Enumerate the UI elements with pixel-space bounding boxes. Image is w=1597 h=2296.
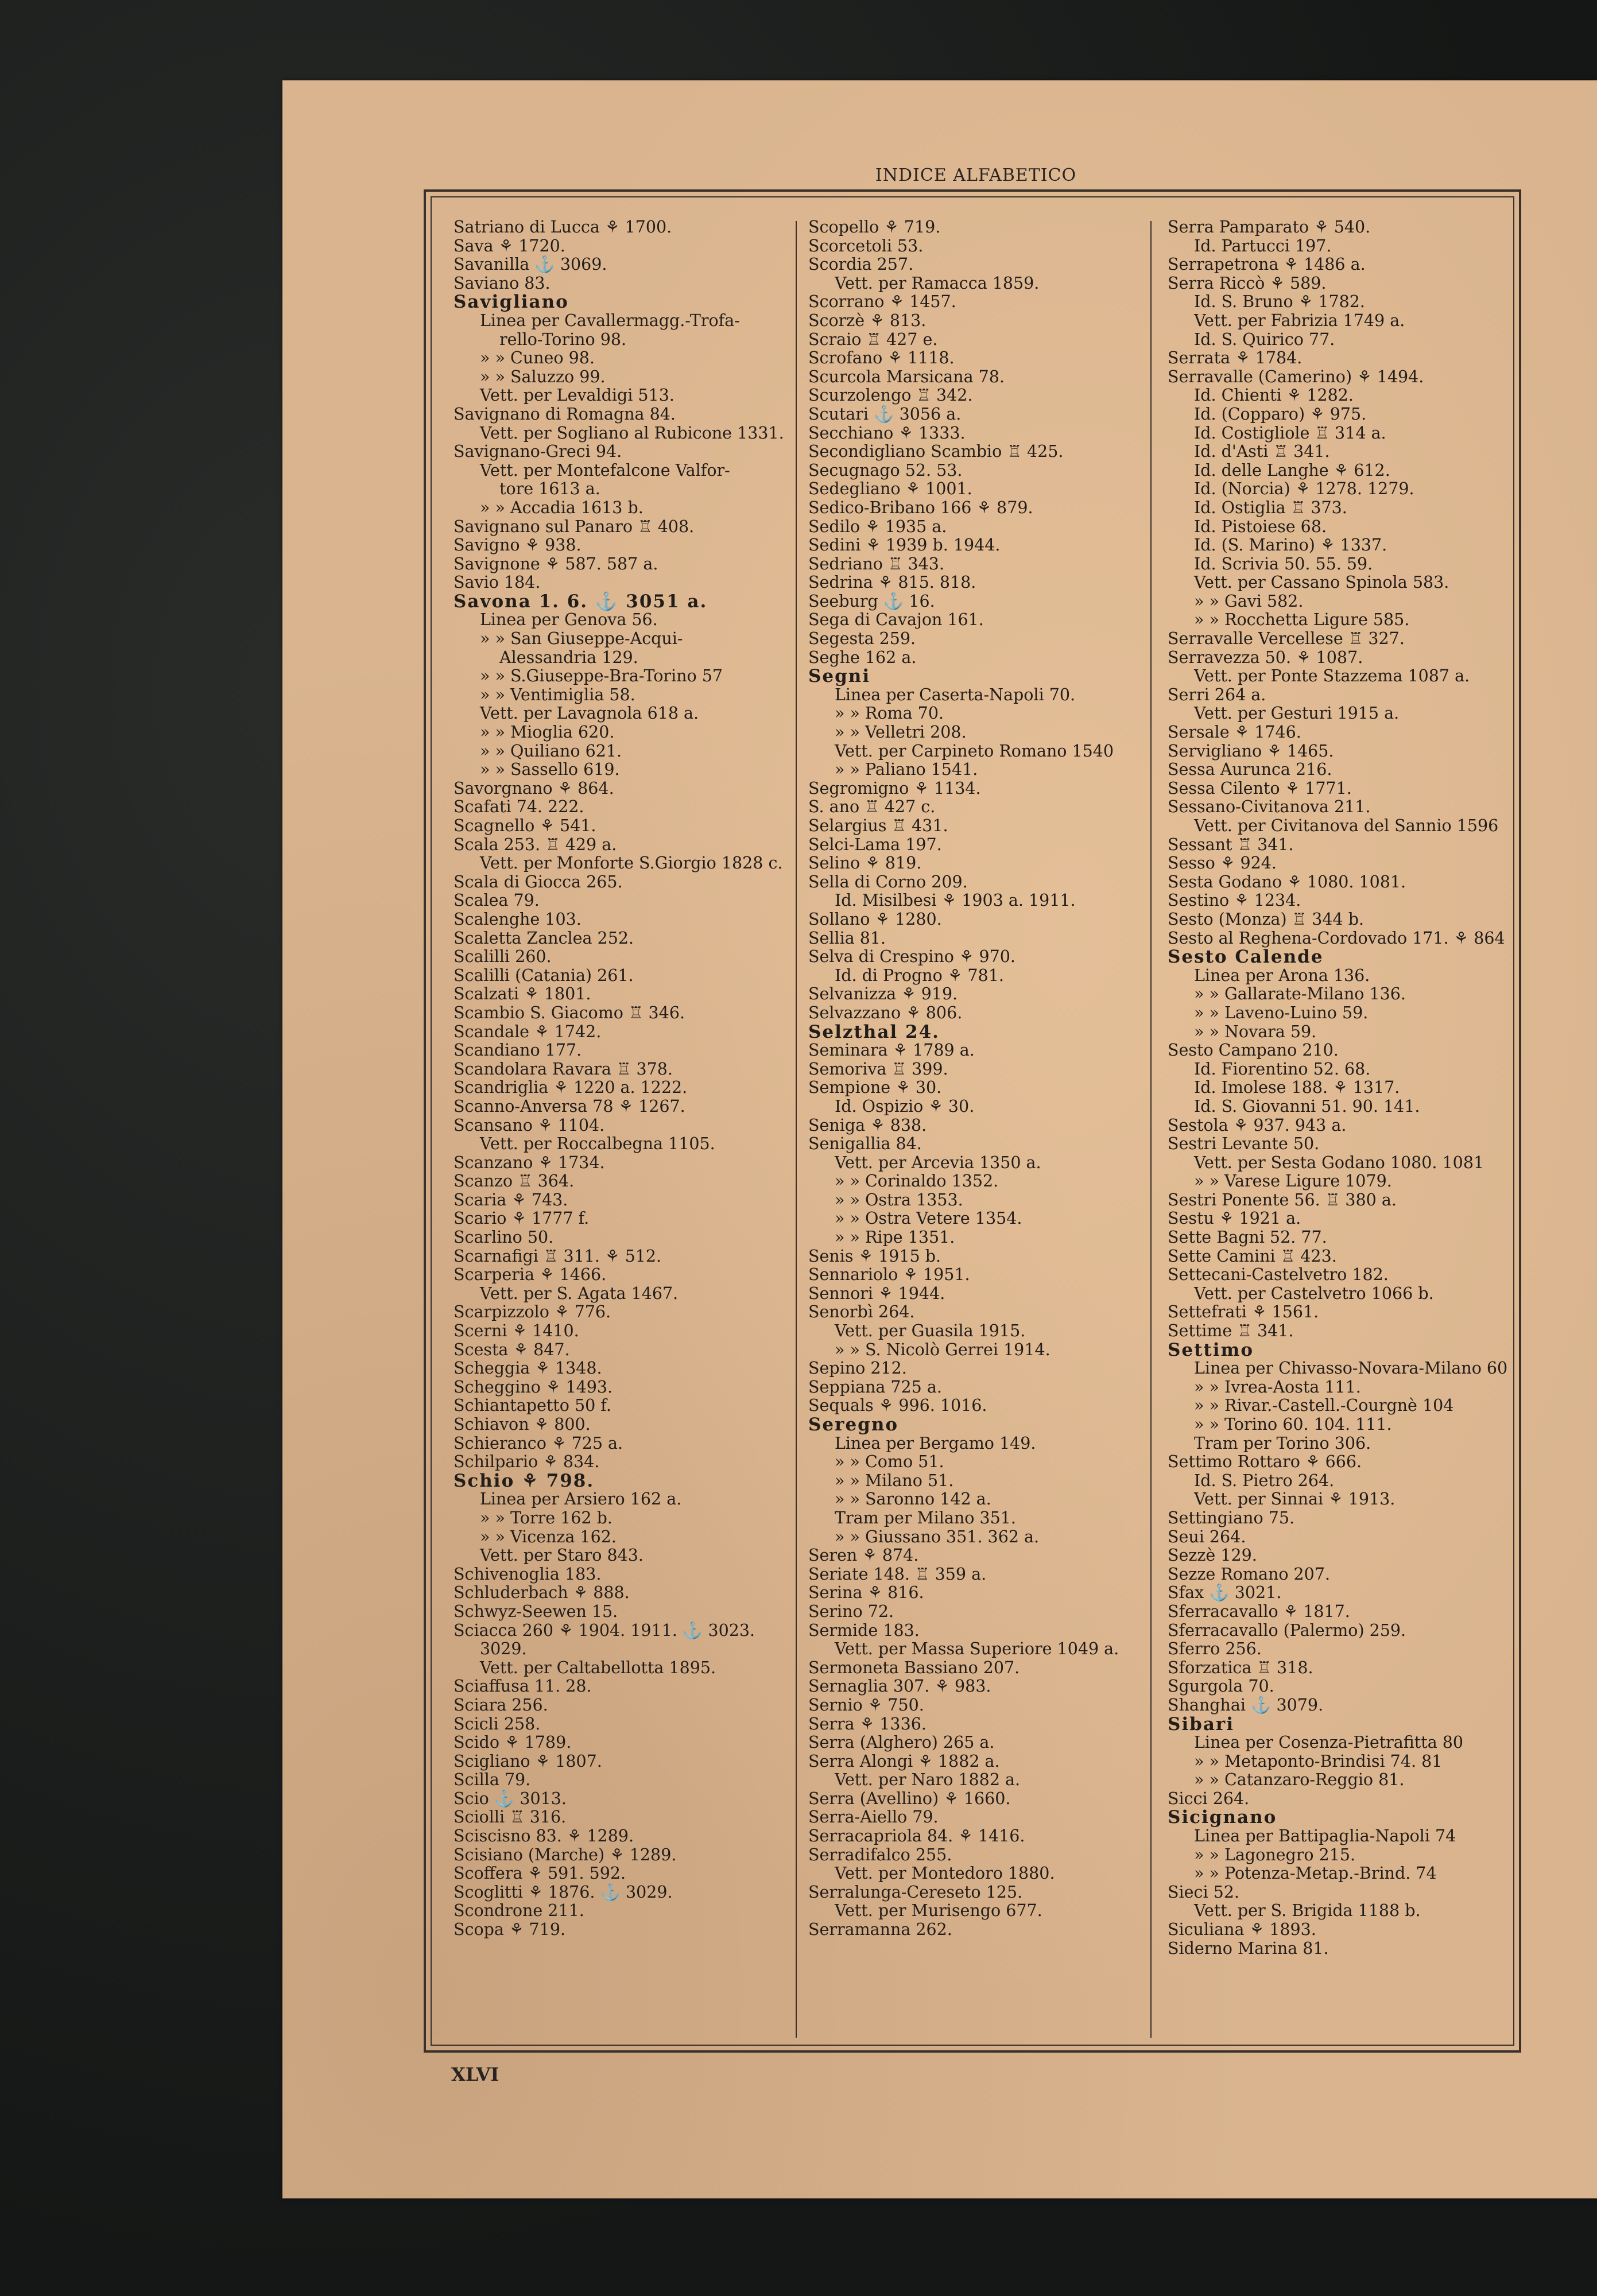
index-entry: Selargius ♖ 431. bbox=[808, 816, 948, 835]
index-entry: Vett. per Roccalbegna 1105. bbox=[480, 1134, 715, 1154]
index-entry: Scoglitti ⚘ 1876. ⚓ 3029. bbox=[453, 1882, 673, 1902]
index-entry: Id. Pistoiese 68. bbox=[1194, 517, 1327, 536]
index-heading: Sicignano bbox=[1168, 1807, 1277, 1828]
index-entry: » » Accadia 1613 b. bbox=[480, 498, 644, 517]
index-column-2 bbox=[808, 218, 1153, 1940]
index-entry: Seren ⚘ 874. bbox=[808, 1546, 919, 1565]
index-entry: Sestri Ponente 56. ♖ 380 a. bbox=[1168, 1190, 1397, 1209]
index-entry: Seriate 148. ♖ 359 a. bbox=[808, 1564, 987, 1584]
index-entry: Sessa Cilento ⚘ 1771. bbox=[1168, 778, 1352, 798]
index-entry: Savio 184. bbox=[453, 573, 541, 592]
index-entry: Id. Costigliole ♖ 314 a. bbox=[1194, 423, 1386, 443]
index-entry: Vett. per Guasila 1915. bbox=[835, 1321, 1026, 1341]
index-entry: Vett. per Arcevia 1350 a. bbox=[835, 1153, 1041, 1172]
index-entry: » » Ivrea-Aosta 111. bbox=[1194, 1377, 1361, 1397]
index-entry: Serralunga-Cereseto 125. bbox=[808, 1882, 1023, 1902]
index-entry: Scario ⚘ 1777 f. bbox=[453, 1209, 590, 1228]
index-entry: Serra (Avellino) ⚘ 1660. bbox=[808, 1789, 1011, 1808]
index-entry: Vett. per Levaldigi 513. bbox=[480, 386, 675, 405]
index-entry: Scanno-Anversa 78 ⚘ 1267. bbox=[453, 1096, 685, 1116]
index-entry: rello-Torino 98. bbox=[499, 329, 627, 349]
index-entry: » » Velletri 208. bbox=[835, 723, 967, 742]
index-entry: Vett. per Ponte Stazzema 1087 a. bbox=[1194, 666, 1470, 686]
index-entry: 3029. bbox=[480, 1639, 527, 1659]
index-entry: » » Quiliano 621. bbox=[480, 741, 622, 761]
index-entry: » » Cuneo 98. bbox=[480, 348, 595, 368]
index-entry: Scoffera ⚘ 591. 592. bbox=[453, 1864, 626, 1883]
index-entry: Scandale ⚘ 1742. bbox=[453, 1022, 602, 1041]
index-entry: Schluderbach ⚘ 888. bbox=[453, 1583, 630, 1603]
index-entry: Serra (Alghero) 265 a. bbox=[808, 1733, 995, 1752]
index-entry: » » Laveno-Luino 59. bbox=[1194, 1003, 1369, 1022]
index-entry: Vett. per Montedoro 1880. bbox=[835, 1864, 1055, 1883]
index-entry: Scala di Giocca 265. bbox=[453, 872, 623, 891]
index-entry: Sega di Cavajon 161. bbox=[808, 610, 984, 630]
index-entry: Siderno Marina 81. bbox=[1168, 1938, 1329, 1958]
index-entry: Scilla 79. bbox=[453, 1770, 531, 1790]
index-entry: Scafati 74. 222. bbox=[453, 797, 584, 817]
index-entry: Scaletta Zanclea 252. bbox=[453, 928, 634, 948]
index-entry: » » Torre 162 b. bbox=[480, 1508, 613, 1527]
index-entry: » » Miogliа 620. bbox=[480, 723, 615, 742]
index-entry: Id. S. Pietro 264. bbox=[1194, 1471, 1335, 1490]
index-entry: » » Ostra 1353. bbox=[835, 1190, 963, 1209]
index-entry: » » Ripe 1351. bbox=[835, 1228, 955, 1247]
index-entry: Id. delle Langhe ⚘ 612. bbox=[1194, 460, 1390, 480]
index-entry: Shanghai ⚓ 3079. bbox=[1168, 1695, 1324, 1715]
index-entry: Sersale ⚘ 1746. bbox=[1168, 723, 1301, 742]
index-entry: Seghe 162 a. bbox=[808, 647, 917, 667]
index-entry: Serravalle (Camerino) ⚘ 1494. bbox=[1168, 367, 1424, 386]
index-entry: Vett. per Fabrizia 1749 a. bbox=[1194, 311, 1405, 330]
index-entry: Sedico-Bribano 166 ⚘ 879. bbox=[808, 498, 1033, 517]
index-entry: Scopello ⚘ 719. bbox=[808, 218, 941, 236]
index-entry: Vett. per Lavagnola 618 a. bbox=[480, 704, 699, 723]
index-entry: » » Ostra Vetere 1354. bbox=[835, 1209, 1022, 1228]
index-entry: Id. Imolese 188. ⚘ 1317. bbox=[1194, 1078, 1400, 1097]
index-entry: Schilpario ⚘ 834. bbox=[453, 1452, 600, 1472]
index-entry: Settefrati ⚘ 1561. bbox=[1168, 1302, 1319, 1322]
index-entry: Saviano 83. bbox=[453, 273, 551, 293]
index-entry: Scerni ⚘ 1410. bbox=[453, 1321, 579, 1341]
index-entry: Sciara 256. bbox=[453, 1695, 548, 1715]
index-entry: Sestola ⚘ 937. 943 a. bbox=[1168, 1115, 1347, 1135]
index-heading: Sesto Calende bbox=[1168, 947, 1324, 968]
index-entry: Sgurgola 70. bbox=[1168, 1677, 1274, 1696]
index-entry: Sequals ⚘ 996. 1016. bbox=[808, 1396, 987, 1415]
index-entry: Sesso ⚘ 924. bbox=[1168, 854, 1277, 873]
index-entry: Seminara ⚘ 1789 a. bbox=[808, 1041, 975, 1060]
index-entry: Selvazzano ⚘ 806. bbox=[808, 1003, 963, 1022]
index-entry: Segromigno ⚘ 1134. bbox=[808, 778, 981, 798]
index-entry: Vett. per Castelvetro 1066 b. bbox=[1194, 1283, 1434, 1303]
index-entry: Sciaffusa 11. 28. bbox=[453, 1677, 592, 1696]
index-entry: Settimo Rottaro ⚘ 666. bbox=[1168, 1452, 1362, 1472]
index-entry: Serravalle Vercellese ♖ 327. bbox=[1168, 629, 1405, 649]
index-entry: Id. Fiorentino 52. 68. bbox=[1194, 1059, 1371, 1079]
index-entry: » » Rivar.-Castell.-Courgnè 104 bbox=[1194, 1396, 1454, 1415]
index-entry: Serina ⚘ 816. bbox=[808, 1583, 924, 1603]
index-entry: S. ano ♖ 427 c. bbox=[808, 797, 936, 817]
index-entry: Vett. per Naro 1882 a. bbox=[835, 1770, 1021, 1790]
index-entry: Vett. per Staro 843. bbox=[480, 1546, 644, 1565]
index-entry: Id. S. Giovanni 51. 90. 141. bbox=[1194, 1096, 1420, 1116]
index-entry: Senigallia 84. bbox=[808, 1134, 922, 1154]
index-heading: Seregno bbox=[808, 1414, 899, 1435]
index-entry: Sette Camini ♖ 423. bbox=[1168, 1246, 1337, 1266]
index-entry: Scanzano ⚘ 1734. bbox=[453, 1153, 605, 1172]
index-entry: Scagnello ⚘ 541. bbox=[453, 816, 596, 835]
index-entry: Satriano di Lucca ⚘ 1700. bbox=[453, 218, 672, 236]
index-entry: Scio ⚓ 3013. bbox=[453, 1789, 567, 1808]
index-entry: Scanzo ♖ 364. bbox=[453, 1172, 575, 1191]
index-entry: Scisiano (Marche) ⚘ 1289. bbox=[453, 1845, 677, 1864]
index-entry: Sesto Campano 210. bbox=[1168, 1041, 1339, 1060]
index-entry: » » Varese Ligure 1079. bbox=[1194, 1172, 1392, 1191]
index-entry: Scido ⚘ 1789. bbox=[453, 1733, 572, 1752]
index-entry: Vett. per Murisengo 677. bbox=[835, 1901, 1042, 1921]
index-entry: Scicli 258. bbox=[453, 1714, 541, 1733]
index-entry: » » Como 51. bbox=[835, 1452, 944, 1472]
index-entry: Scigliano ⚘ 1807. bbox=[453, 1751, 602, 1771]
index-entry: Scurcola Marsicana 78. bbox=[808, 367, 1005, 386]
index-entry: Linea per Arsiero 162 a. bbox=[480, 1490, 682, 1509]
index-entry: Schiantapetto 50 f. bbox=[453, 1396, 611, 1415]
index-entry: Savignano-Greci 94. bbox=[453, 442, 622, 461]
index-entry: » » Giussano 351. 362 a. bbox=[835, 1527, 1040, 1546]
index-entry: Linea per Genova 56. bbox=[480, 610, 658, 630]
index-entry: Sforzatica ♖ 318. bbox=[1168, 1658, 1313, 1677]
index-entry: Id. (Norcia) ⚘ 1278. 1279. bbox=[1194, 479, 1414, 499]
index-entry: Scandolara Ravara ♖ 378. bbox=[453, 1059, 673, 1079]
index-entry: Scrofano ⚘ 1118. bbox=[808, 348, 955, 368]
index-entry: Secondigliano Scambio ♖ 425. bbox=[808, 442, 1064, 461]
index-entry: Serrapetrona ⚘ 1486 a. bbox=[1168, 255, 1366, 274]
index-entry: Scalea 79. bbox=[453, 891, 540, 910]
index-heading: Schio ⚘ 798. bbox=[453, 1470, 595, 1491]
index-entry: Serino 72. bbox=[808, 1601, 894, 1621]
index-entry: Savanilla ⚓ 3069. bbox=[453, 255, 607, 274]
index-entry: Id. Ospizio ⚘ 30. bbox=[835, 1096, 975, 1116]
index-entry: Vett. per Massa Superiore 1049 a. bbox=[835, 1639, 1119, 1659]
index-entry: Sferro 256. bbox=[1168, 1639, 1262, 1659]
index-entry: Sezzè 129. bbox=[1168, 1546, 1257, 1565]
index-entry: Scraio ♖ 427 e. bbox=[808, 329, 938, 349]
index-entry: Vett. per Ramacca 1859. bbox=[835, 273, 1040, 293]
index-entry: Vett. per Sinnai ⚘ 1913. bbox=[1194, 1490, 1396, 1509]
index-entry: » » Gallarate-Milano 136. bbox=[1194, 984, 1406, 1004]
index-entry: Sesta Godano ⚘ 1080. 1081. bbox=[1168, 872, 1406, 891]
index-entry: Savignano sul Panaro ♖ 408. bbox=[453, 517, 695, 536]
index-entry: Scarlino 50. bbox=[453, 1228, 554, 1247]
index-entry: » » Lagonegro 215. bbox=[1194, 1845, 1356, 1864]
index-entry: Sette Bagni 52. 77. bbox=[1168, 1228, 1327, 1247]
index-entry: Linea per Cavallermagg.-Trofa- bbox=[480, 311, 740, 330]
index-entry: Scaria ⚘ 743. bbox=[453, 1190, 568, 1209]
index-entry: Selci-Lama 197. bbox=[808, 835, 942, 854]
index-entry: Secchiano ⚘ 1333. bbox=[808, 423, 966, 443]
index-entry: Vett. per Monforte S.Giorgio 1828 c. bbox=[480, 854, 783, 873]
index-entry: Sferracavallo (Palermo) 259. bbox=[1168, 1620, 1406, 1640]
index-heading: Sibari bbox=[1168, 1713, 1235, 1735]
index-entry: Seui 264. bbox=[1168, 1527, 1246, 1546]
index-entry: Sferracavallo ⚘ 1817. bbox=[1168, 1601, 1350, 1621]
index-entry: Sestu ⚘ 1921 a. bbox=[1168, 1209, 1301, 1228]
index-heading: Savona 1. 6. ⚓ 3051 a. bbox=[453, 591, 708, 612]
index-entry: Scheggino ⚘ 1493. bbox=[453, 1377, 613, 1397]
index-entry: Serra Riccò ⚘ 589. bbox=[1168, 273, 1327, 293]
index-entry: Id. (Copparo) ⚘ 975. bbox=[1194, 404, 1367, 424]
index-entry: Id. Partucci 197. bbox=[1194, 236, 1332, 255]
index-entry: Schwyz-Seewen 15. bbox=[453, 1601, 618, 1621]
index-entry: Sestri Levante 50. bbox=[1168, 1134, 1320, 1154]
index-entry: Serramanna 262. bbox=[808, 1920, 952, 1940]
index-column-1 bbox=[453, 218, 798, 1940]
index-entry: Scorrano ⚘ 1457. bbox=[808, 292, 956, 312]
index-entry: Scorzè ⚘ 813. bbox=[808, 311, 927, 330]
index-entry: Vett. per Gesturi 1915 a. bbox=[1194, 704, 1400, 723]
index-entry: Sennori ⚘ 1944. bbox=[808, 1283, 945, 1303]
index-entry: Scorcetoli 53. bbox=[808, 236, 924, 255]
index-entry: Seppiana 725 a. bbox=[808, 1377, 942, 1397]
index-entry: Sciscisno 83. ⚘ 1289. bbox=[453, 1826, 634, 1846]
index-entry: Seniga ⚘ 838. bbox=[808, 1115, 927, 1135]
index-entry: Servigliano ⚘ 1465. bbox=[1168, 741, 1334, 761]
index-entry: Scalzati ⚘ 1801. bbox=[453, 984, 591, 1004]
index-entry: Serra ⚘ 1336. bbox=[808, 1714, 927, 1733]
index-entry: Schieranco ⚘ 725 a. bbox=[453, 1433, 623, 1453]
index-entry: Scesta ⚘ 847. bbox=[453, 1340, 570, 1359]
index-entry: Serradifalco 255. bbox=[808, 1845, 952, 1864]
index-entry: Alessandria 129. bbox=[499, 647, 638, 667]
index-entry: Id. d'Asti ♖ 341. bbox=[1194, 442, 1330, 461]
index-entry: Senis ⚘ 1915 b. bbox=[808, 1246, 941, 1266]
index-entry: » » Saluzzo 99. bbox=[480, 367, 606, 386]
index-entry: » » Gavi 582. bbox=[1194, 591, 1304, 611]
index-entry: Seeburg ⚓ 16. bbox=[808, 591, 935, 611]
index-entry: Sesto (Monza) ♖ 344 b. bbox=[1168, 909, 1365, 929]
index-entry: Selvanizza ⚘ 919. bbox=[808, 984, 958, 1004]
index-entry: Serravezza 50. ⚘ 1087. bbox=[1168, 647, 1363, 667]
index-entry: Semoriva ♖ 399. bbox=[808, 1059, 948, 1079]
index-entry: » » Corinaldo 1352. bbox=[835, 1172, 999, 1191]
index-entry: Serra Alongi ⚘ 1882 a. bbox=[808, 1751, 1000, 1771]
index-entry: Tram per Milano 351. bbox=[835, 1508, 1016, 1527]
index-entry: Scala 253. ♖ 429 a. bbox=[453, 835, 617, 854]
index-entry: » » Catanzaro-Reggio 81. bbox=[1194, 1770, 1405, 1790]
index-entry: Vett. per S. Brigida 1188 b. bbox=[1194, 1901, 1421, 1921]
index-heading: Segni bbox=[808, 666, 871, 687]
index-entry: » » Roma 70. bbox=[835, 704, 944, 723]
index-entry: Vett. per Cassano Spinola 583. bbox=[1194, 573, 1449, 592]
index-entry: Sedini ⚘ 1939 b. 1944. bbox=[808, 536, 1001, 555]
index-entry: Sessano-Civitanova 211. bbox=[1168, 797, 1371, 817]
index-entry: Selva di Crespino ⚘ 970. bbox=[808, 947, 1015, 967]
index-entry: Scarpizzolo ⚘ 776. bbox=[453, 1302, 611, 1322]
index-entry: Schiavon ⚘ 800. bbox=[453, 1415, 591, 1434]
index-entry: Id. Ostiglia ♖ 373. bbox=[1194, 498, 1347, 517]
index-entry: Savignano di Romagna 84. bbox=[453, 404, 676, 424]
index-entry: » » Rocchetta Ligure 585. bbox=[1194, 610, 1410, 630]
index-entry: Sedrina ⚘ 815. 818. bbox=[808, 573, 976, 592]
index-entry: Settime ♖ 341. bbox=[1168, 1321, 1294, 1341]
index-entry: Sella di Corno 209. bbox=[808, 872, 968, 891]
index-entry: tore 1613 a. bbox=[499, 479, 600, 499]
index-entry: Linea per Cosenza-Pietrafitta 80 bbox=[1194, 1733, 1464, 1752]
index-entry: Vett. per Caltabellotta 1895. bbox=[480, 1658, 716, 1677]
index-entry: Linea per Battipaglia-Napoli 74 bbox=[1194, 1826, 1456, 1846]
index-entry: » » Potenza-Metap.-Brind. 74 bbox=[1194, 1864, 1437, 1883]
index-entry: Sessa Aurunca 216. bbox=[1168, 760, 1332, 779]
index-entry: » » Ventimiglia 58. bbox=[480, 685, 635, 704]
index-entry: Sollano ⚘ 1280. bbox=[808, 909, 942, 929]
index-entry: Linea per Bergamo 149. bbox=[835, 1433, 1036, 1453]
index-entry: Savorgnano ⚘ 864. bbox=[453, 778, 614, 798]
index-entry: » » Novara 59. bbox=[1194, 1022, 1317, 1041]
index-entry: Sciolli ♖ 316. bbox=[453, 1808, 567, 1827]
index-entry: Sedriano ♖ 343. bbox=[808, 554, 945, 573]
index-entry: Sesto al Reghena-Cordovado 171. ⚘ 864 bbox=[1168, 928, 1505, 948]
index-entry: Scambio S. Giacomo ♖ 346. bbox=[453, 1003, 685, 1022]
index-column-3 bbox=[1168, 218, 1512, 1958]
index-entry: Scandriglia ⚘ 1220 a. 1222. bbox=[453, 1078, 688, 1097]
index-entry: Serra-Aiello 79. bbox=[808, 1808, 939, 1827]
index-entry: Serra Pamparato ⚘ 540. bbox=[1168, 218, 1371, 236]
index-entry: Sestino ⚘ 1234. bbox=[1168, 891, 1301, 910]
index-entry: Vett. per Civitanova del Sannio 1596 bbox=[1194, 816, 1499, 835]
index-entry: Savignone ⚘ 587. 587 a. bbox=[453, 554, 658, 573]
index-heading: Selzthal 24. bbox=[808, 1021, 940, 1042]
index-entry: » » San Giuseppe-Acqui- bbox=[480, 629, 683, 649]
index-entry: Selino ⚘ 819. bbox=[808, 854, 922, 873]
index-entry: Id. S. Quirico 77. bbox=[1194, 329, 1335, 349]
index-entry: » » S.Giuseppe-Bra-Torino 57 bbox=[480, 666, 723, 686]
index-entry: Scurzolengo ♖ 342. bbox=[808, 386, 973, 405]
index-entry: Sennariolo ⚘ 1951. bbox=[808, 1265, 970, 1285]
index-entry: Scalenghe 103. bbox=[453, 909, 582, 929]
index-entry: Sempione ⚘ 30. bbox=[808, 1078, 942, 1097]
index-entry: Id. di Progno ⚘ 781. bbox=[835, 965, 1004, 985]
index-entry: Senorbì 264. bbox=[808, 1302, 915, 1322]
index-entry: Secugnago 52. 53. bbox=[808, 460, 963, 480]
index-entry: Scandiano 177. bbox=[453, 1041, 582, 1060]
index-entry: Id. Misilbesi ⚘ 1903 a. 1911. bbox=[835, 891, 1076, 910]
index-entry: Scarperia ⚘ 1466. bbox=[453, 1265, 607, 1285]
index-entry: Scalilli (Catania) 261. bbox=[453, 965, 634, 985]
index-entry: Scheggia ⚘ 1348. bbox=[453, 1359, 602, 1378]
index-entry: Scutari ⚓ 3056 a. bbox=[808, 404, 962, 424]
page-number: XLVI bbox=[451, 2064, 499, 2085]
index-entry: Scalilli 260. bbox=[453, 947, 552, 967]
index-entry: » » Metaponto-Brindisi 74. 81 bbox=[1194, 1751, 1443, 1771]
index-entry: » » Vicenza 162. bbox=[480, 1527, 617, 1546]
index-entry: Settingiano 75. bbox=[1168, 1508, 1295, 1527]
index-entry: Linea per Caserta-Napoli 70. bbox=[835, 685, 1076, 704]
index-entry: Scordia 257. bbox=[808, 255, 914, 274]
index-entry: Sava ⚘ 1720. bbox=[453, 236, 565, 255]
index-entry: Serracapriola 84. ⚘ 1416. bbox=[808, 1826, 1025, 1846]
index-entry: Id. S. Bruno ⚘ 1782. bbox=[1194, 292, 1365, 312]
index-entry: Sfax ⚓ 3021. bbox=[1168, 1583, 1282, 1603]
index-entry: » » Saronno 142 a. bbox=[835, 1490, 991, 1509]
index-entry: Serrata ⚘ 1784. bbox=[1168, 348, 1303, 368]
index-entry: Serri 264 a. bbox=[1168, 685, 1266, 704]
index-entry: » » Paliano 1541. bbox=[835, 760, 978, 779]
index-entry: Tram per Torino 306. bbox=[1194, 1433, 1371, 1453]
index-entry: Id. Scrivia 50. 55. 59. bbox=[1194, 554, 1373, 573]
index-entry: Schivenoglia 183. bbox=[453, 1564, 602, 1584]
index-entry: Id. Chienti ⚘ 1282. bbox=[1194, 386, 1354, 405]
index-entry: Sermoneta Bassiano 207. bbox=[808, 1658, 1020, 1677]
page-header: INDICE ALFABETICO bbox=[875, 165, 1077, 185]
index-entry: Sedegliano ⚘ 1001. bbox=[808, 479, 972, 499]
index-entry: Vett. per Carpineto Romano 1540 bbox=[835, 741, 1114, 761]
index-entry: Vett. per Sogliano al Rubicone 1331. bbox=[480, 423, 784, 443]
index-entry: Sciacca 260 ⚘ 1904. 1911. ⚓ 3023. bbox=[453, 1620, 755, 1640]
index-entry: Vett. per Sesta Godano 1080. 1081 bbox=[1194, 1153, 1484, 1172]
index-entry: Sernio ⚘ 750. bbox=[808, 1695, 924, 1715]
index-entry: Settecani-Castelvetro 182. bbox=[1168, 1265, 1389, 1285]
index-entry: Scopa ⚘ 719. bbox=[453, 1920, 566, 1940]
index-entry: Vett. per S. Agata 1467. bbox=[480, 1283, 679, 1303]
index-entry: Scondrone 211. bbox=[453, 1901, 584, 1921]
index-entry: Sieci 52. bbox=[1168, 1882, 1239, 1902]
index-heading: Savigliano bbox=[453, 292, 569, 313]
index-entry: Segesta 259. bbox=[808, 629, 916, 649]
index-entry: Id. (S. Marino) ⚘ 1337. bbox=[1194, 536, 1387, 555]
index-entry: Sermide 183. bbox=[808, 1620, 920, 1640]
index-entry: » » Sassello 619. bbox=[480, 760, 620, 779]
index-entry: Sicci 264. bbox=[1168, 1789, 1250, 1808]
index-entry: » » S. Nicolò Gerrei 1914. bbox=[835, 1340, 1051, 1359]
index-heading: Settimo bbox=[1168, 1339, 1254, 1360]
index-entry: Linea per Chivasso-Novara-Milano 60 bbox=[1194, 1359, 1508, 1378]
index-entry: Sezze Romano 207. bbox=[1168, 1564, 1331, 1584]
index-entry: Scarnafigi ♖ 311. ⚘ 512. bbox=[453, 1246, 662, 1266]
index-entry: » » Milano 51. bbox=[835, 1471, 954, 1490]
index-entry: Sessant ♖ 341. bbox=[1168, 835, 1294, 854]
index-entry: Siculiana ⚘ 1893. bbox=[1168, 1920, 1316, 1940]
index-entry: Sellia 81. bbox=[808, 928, 886, 948]
index-entry: Sedilo ⚘ 1935 a. bbox=[808, 517, 947, 536]
index-entry: Savigno ⚘ 938. bbox=[453, 536, 582, 555]
index-entry: » » Torino 60. 104. 111. bbox=[1194, 1415, 1392, 1434]
index-entry: Vett. per Montefalcone Valfor- bbox=[480, 460, 730, 480]
index-entry: Sernaglia 307. ⚘ 983. bbox=[808, 1677, 991, 1696]
index-entry: Scansano ⚘ 1104. bbox=[453, 1115, 605, 1135]
index-entry: Linea per Arona 136. bbox=[1194, 965, 1370, 985]
index-entry: Sepino 212. bbox=[808, 1359, 907, 1378]
